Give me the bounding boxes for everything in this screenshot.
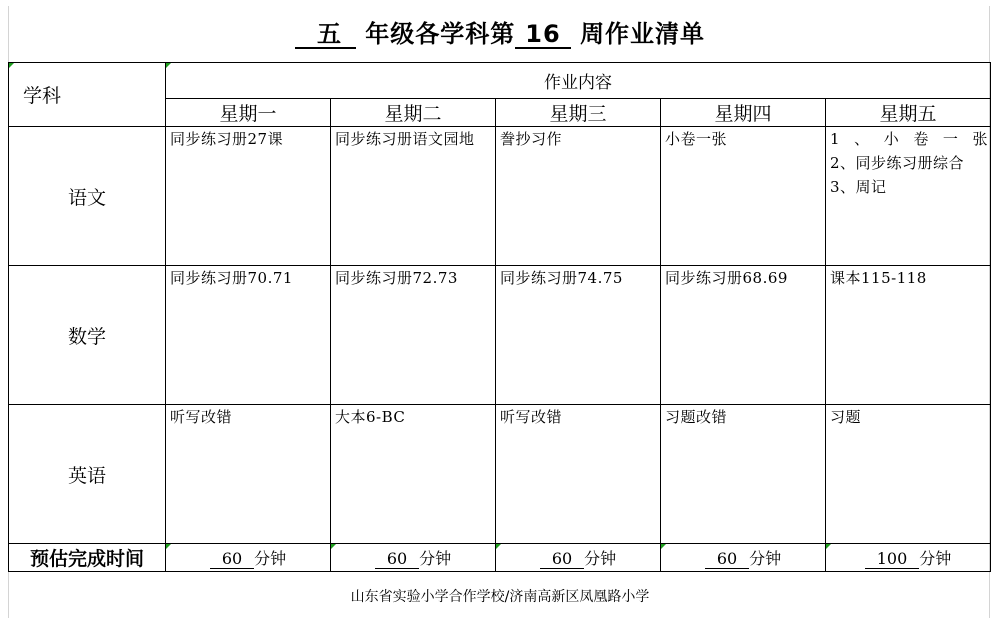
day-header-thu: 星期四 xyxy=(661,99,826,127)
task-text: 同步练习册70.71 xyxy=(170,269,293,287)
cell-english-tue xyxy=(331,405,496,544)
time-unit: 分钟 xyxy=(749,549,782,568)
task-text: 2、同步练习册综合 xyxy=(830,154,965,172)
time-value: 60 xyxy=(705,550,749,569)
table-row-english xyxy=(9,405,991,544)
grade-blank: 五 xyxy=(295,21,356,49)
cell-chinese-tue xyxy=(331,127,496,266)
time-unit: 分钟 xyxy=(254,549,287,568)
time-cell-tue xyxy=(331,544,496,572)
task-text: 同步练习册语文园地 xyxy=(335,130,475,148)
cell-chinese-fri xyxy=(826,127,991,266)
task-text: 3、周记 xyxy=(830,178,887,196)
task-text: 习题 xyxy=(830,408,862,426)
task-text: 小卷一张 xyxy=(665,130,728,148)
day-header-tue: 星期二 xyxy=(331,99,496,127)
time-value: 100 xyxy=(865,550,920,569)
day-header-mon: 星期一 xyxy=(166,99,331,127)
time-value: 60 xyxy=(375,550,419,569)
table-row-math xyxy=(9,266,991,405)
week-blank: 16 xyxy=(515,21,570,49)
task-text: 习题改错 xyxy=(665,408,728,426)
time-value: 60 xyxy=(540,550,584,569)
cell-math-thu xyxy=(661,266,826,405)
subject-english: 英语 xyxy=(9,405,166,544)
cell-chinese-mon xyxy=(166,127,331,266)
task-text: 听写改错 xyxy=(170,408,233,426)
time-value: 60 xyxy=(210,550,254,569)
day-header-fri: 星期五 xyxy=(826,99,991,127)
title-text-1: 年级各学科第 xyxy=(365,20,516,48)
cell-chinese-wed xyxy=(496,127,661,266)
subject-math: 数学 xyxy=(9,266,166,405)
table-row-chinese xyxy=(9,127,991,266)
page-title xyxy=(0,14,1000,49)
title-text-2: 周作业清单 xyxy=(580,20,706,48)
cell-math-wed xyxy=(496,266,661,405)
table-row-time xyxy=(9,544,991,572)
time-cell-wed xyxy=(496,544,661,572)
time-unit: 分钟 xyxy=(919,549,952,568)
subject-chinese: 语文 xyxy=(9,127,166,266)
time-unit: 分钟 xyxy=(419,549,452,568)
task-text: 大本6-BC xyxy=(335,408,406,426)
content-header: 作业内容 xyxy=(166,63,991,99)
cell-english-wed xyxy=(496,405,661,544)
task-text: 1 、 小 卷 一 张 xyxy=(830,130,989,148)
cell-math-fri xyxy=(826,266,991,405)
time-label: 预估完成时间 xyxy=(9,544,166,572)
task-text: 同步练习册68.69 xyxy=(665,269,788,287)
cell-math-mon xyxy=(166,266,331,405)
time-cell-mon xyxy=(166,544,331,572)
time-cell-thu xyxy=(661,544,826,572)
task-text: 同步练习册74.75 xyxy=(500,269,623,287)
cell-english-fri xyxy=(826,405,991,544)
homework-table xyxy=(8,62,991,572)
task-text: 课本115-118 xyxy=(830,269,927,287)
cell-english-mon xyxy=(166,405,331,544)
cell-english-thu xyxy=(661,405,826,544)
cell-chinese-thu xyxy=(661,127,826,266)
footer-school-name: 山东省实验小学合作学校/济南高新区凤凰路小学 xyxy=(350,589,650,605)
task-text: 同步练习册72.73 xyxy=(335,269,458,287)
time-unit: 分钟 xyxy=(584,549,617,568)
day-header-wed: 星期三 xyxy=(496,99,661,127)
task-text: 誊抄习作 xyxy=(500,130,563,148)
cell-math-tue xyxy=(331,266,496,405)
time-cell-fri xyxy=(826,544,991,572)
subject-header: 学科 xyxy=(9,63,166,127)
task-text: 同步练习册27课 xyxy=(170,130,284,148)
task-text: 听写改错 xyxy=(500,408,563,426)
